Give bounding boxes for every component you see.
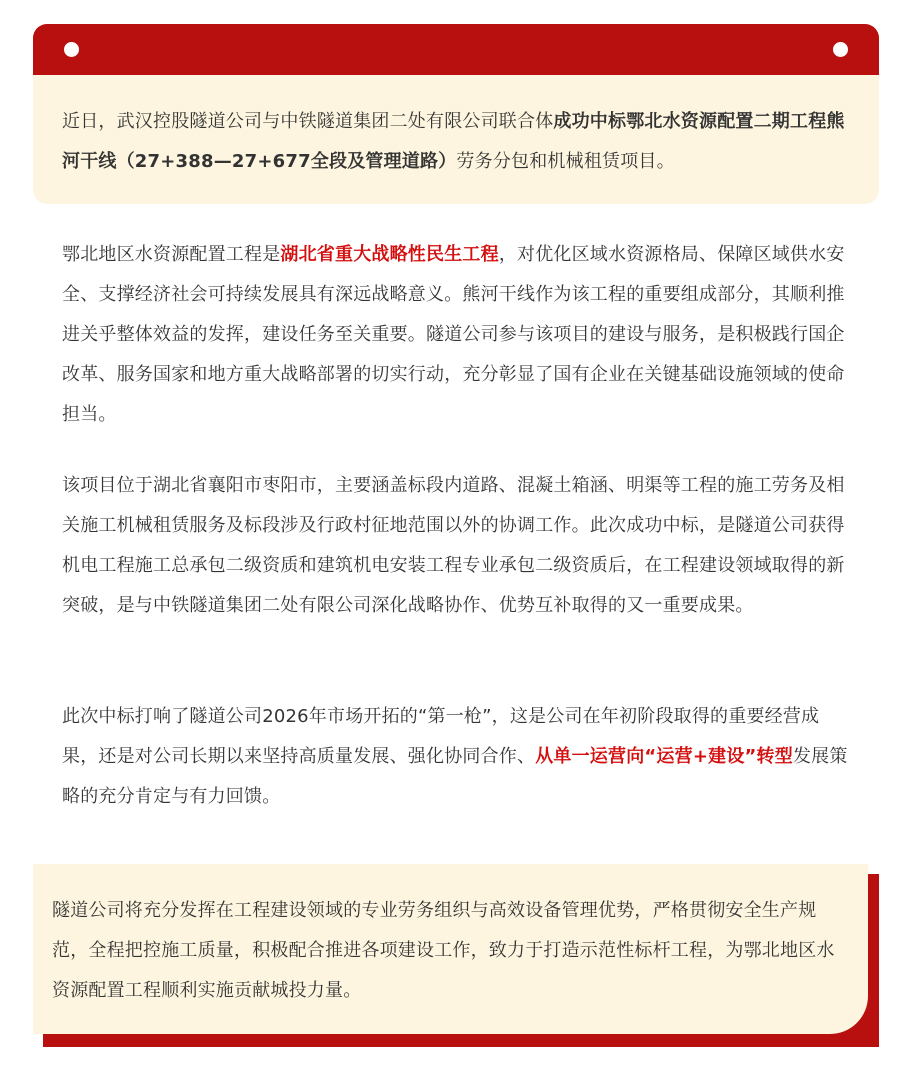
paragraph-project-details: [62, 466, 852, 626]
intro-text-part2: 劳务分包和机械租赁项目。: [456, 151, 675, 172]
decorative-dot-right-icon: [833, 42, 848, 57]
intro-card: [33, 24, 879, 204]
paragraph-text: 发展策略的充分肯定与有力回馈。: [62, 746, 848, 807]
intro-text: [62, 102, 862, 182]
paragraph-milestone: [62, 697, 852, 817]
highlight-text: 从单一运营向“运营+建设”转型: [535, 746, 793, 767]
paragraph-text: 鄂北地区水资源配置工程是: [62, 244, 281, 265]
paragraph-text: 该项目位于湖北省襄阳市枣阳市，主要涵盖标段内道路、混凝土箱涵、明渠等工程的施工劳务及相关施工机械租赁服务及标段涉及行政村征地范围以外的协调工作。此次成功中标，是隧道公司获得机电工程施工总承包二级资质和建筑机电安装工程专业承包二级资质后，在工程建设领域取得的新突破，是与中铁隧道集团二处有限公司深化战略协作、优势互补取得的又一重要成果。: [62, 475, 845, 616]
paragraph-significance: [62, 235, 852, 435]
intro-card-header-bar: [33, 24, 879, 75]
intro-text-bold: 成功中标鄂北水资源配置二期工程熊河干线（27+388—27+677全段及管理道路）: [62, 111, 845, 172]
closing-card: [33, 864, 868, 1034]
highlight-text: 湖北省重大战略性民生工程: [280, 244, 499, 265]
paragraph-text: 此次中标打响了隧道公司2026年市场开拓的“第一枪”，这是公司在年初阶段取得的重要经营成果，还是对公司长期以来坚持高质量发展、强化协同合作、: [62, 706, 820, 767]
paragraph-text: ，对优化区域水资源格局、保障区域供水安全、支撑经济社会可持续发展具有深远战略意义。熊河干线作为该工程的重要组成部分，其顺利推进关乎整体效益的发挥，建设任务至关重要。隧道公司参与该项目的建设与服务，是积极践行国企改革、服务国家和地方重大战略部署的切实行动，充分彰显了国有企业在关键基础设施领域的使命担当。: [62, 244, 845, 425]
closing-text: 隧道公司将充分发挥在工程建设领域的专业劳务组织与高效设备管理优势，严格贯彻安全生产规范，全程把控施工质量，积极配合推进各项建设工作，致力于打造示范性标杆工程，为鄂北地区水资源配置工程顺利实施贡献城投力量。: [52, 900, 835, 1001]
decorative-dot-left-icon: [64, 42, 79, 57]
intro-text-part1: 近日，武汉控股隧道公司与中铁隧道集团二处有限公司联合体: [62, 111, 554, 132]
